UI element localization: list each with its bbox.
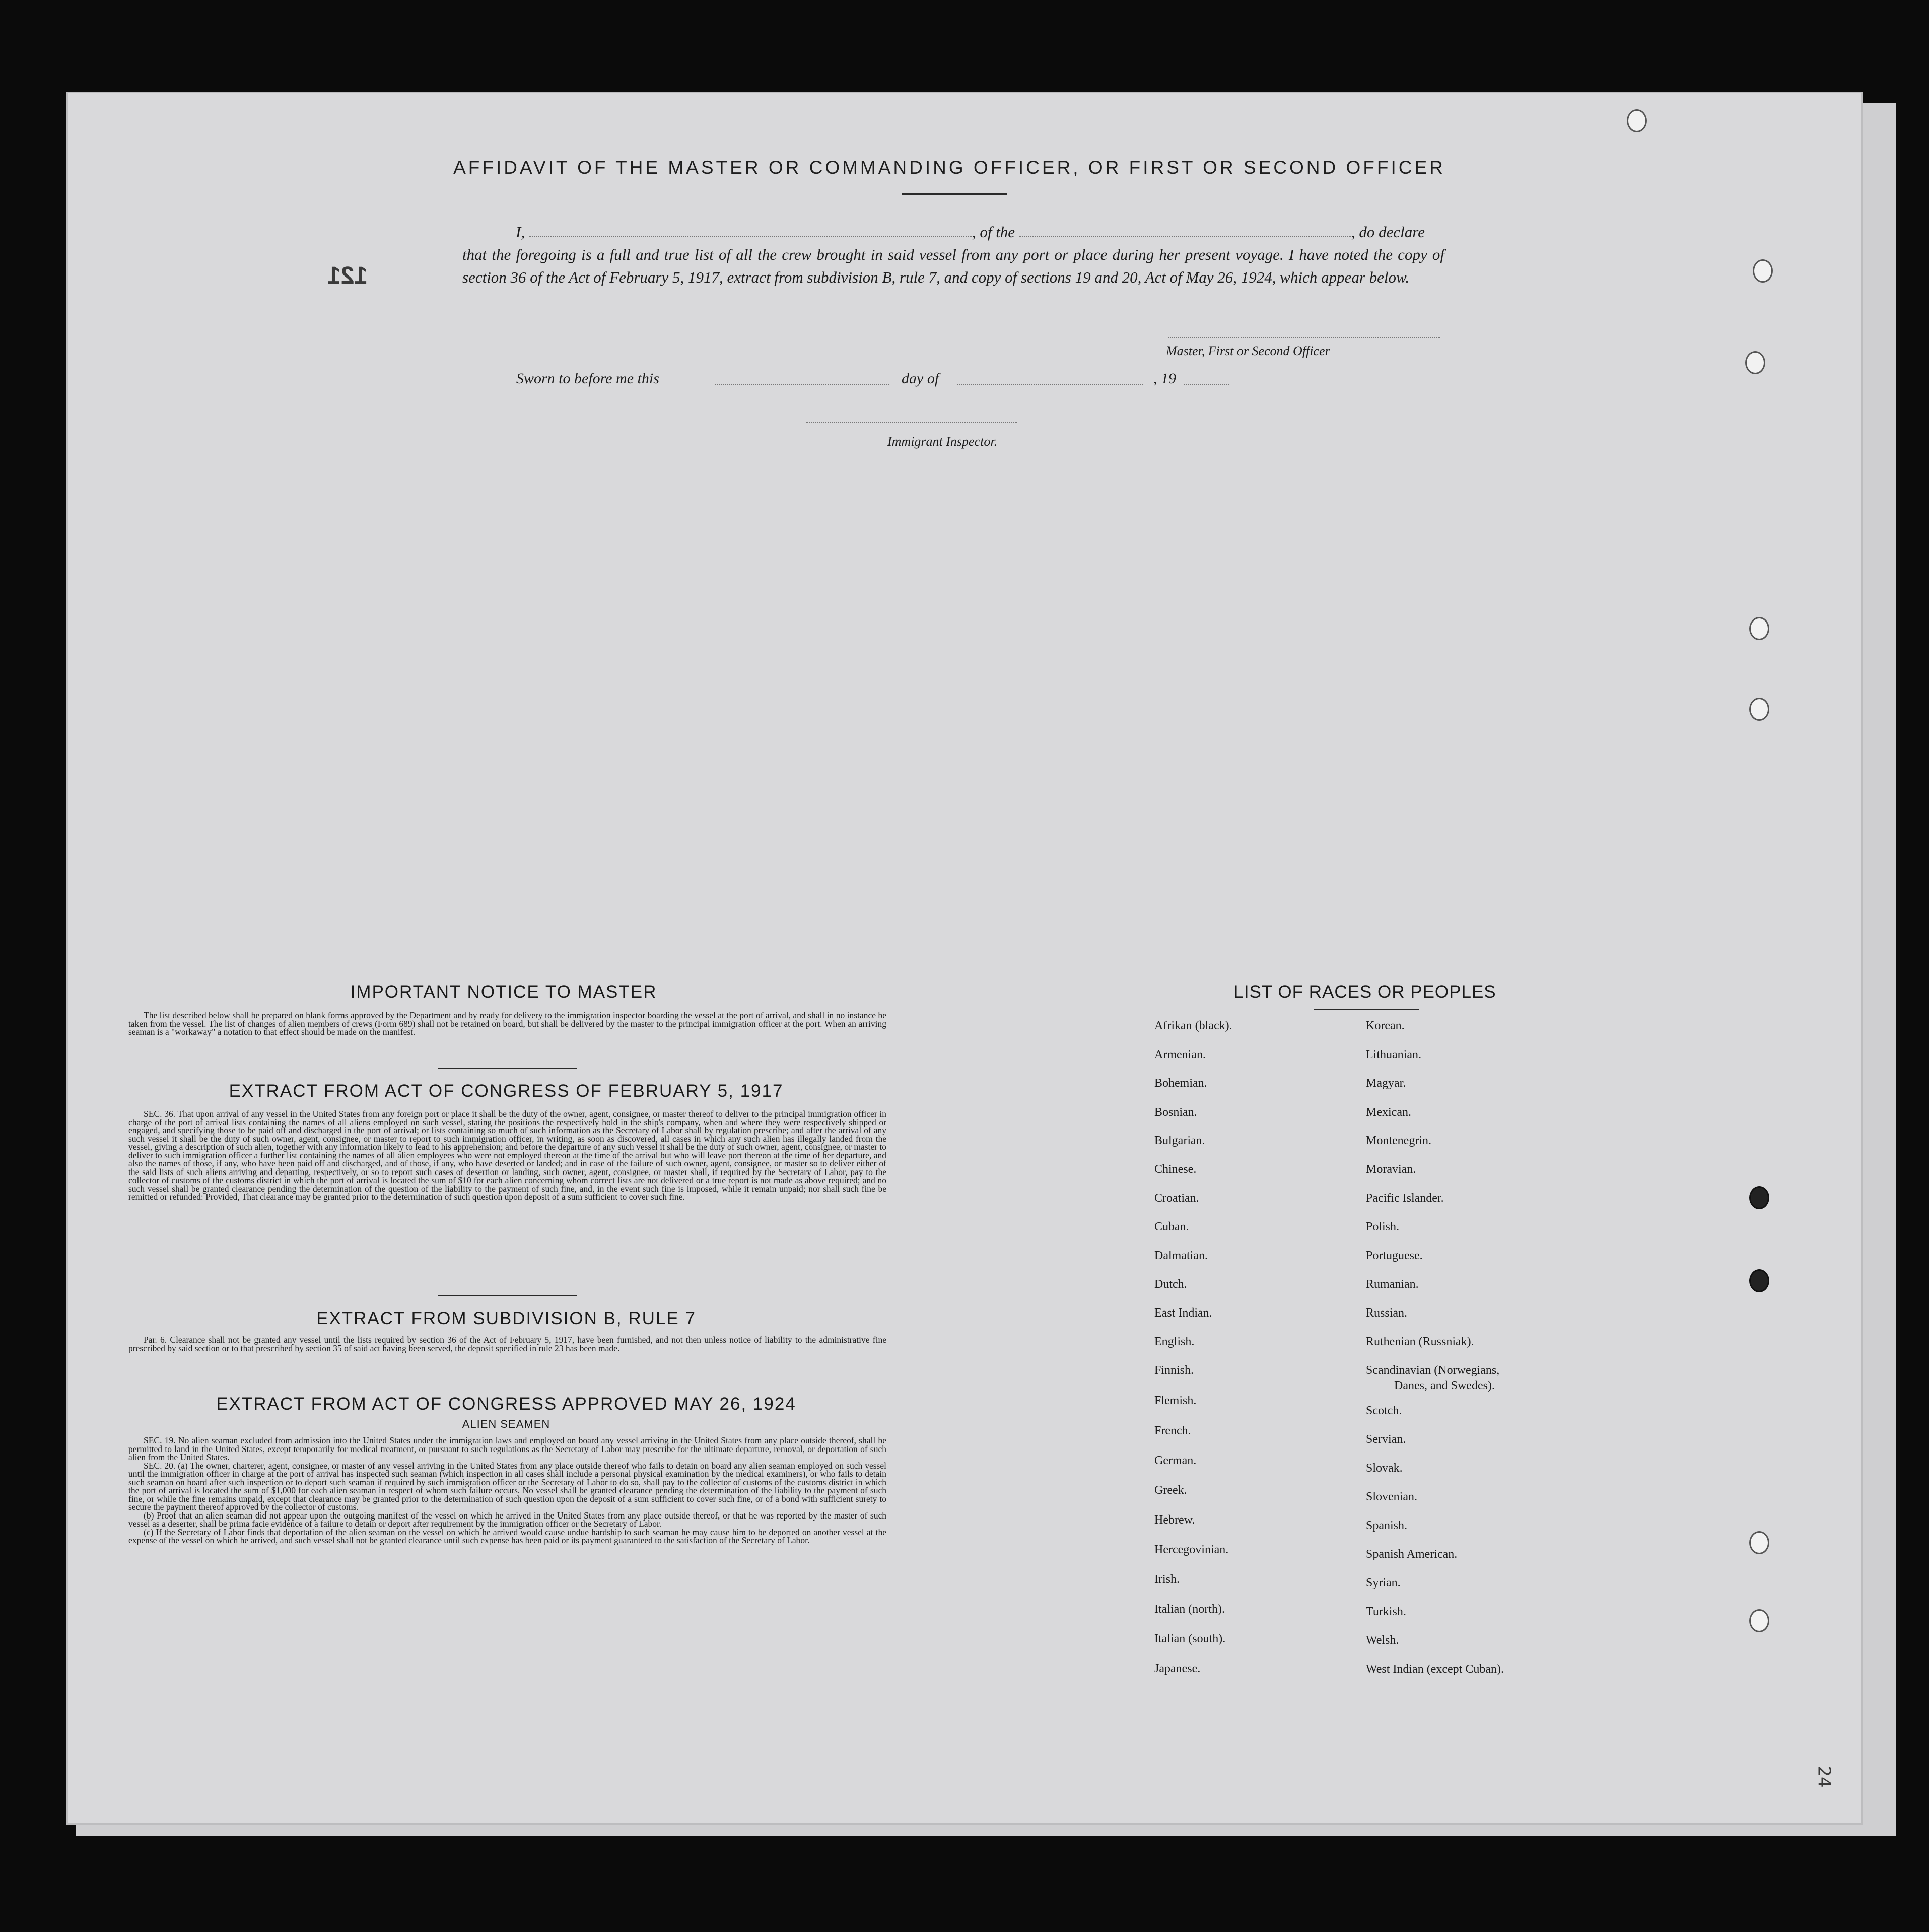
race-item: Afrikan (black). [1154,1019,1232,1032]
declaration-text: that the foregoing is a full and true list of all the crew brought in said vessel from any port or place during her present voyage. I have noted the copy of section 36 of the Act of February 5, 1917, extract from subdivision B, rule 7, and copy of sections 19 and 20, Act of May 26, 1924, which appear below. [462,246,1444,286]
sworn-day-blank[interactable] [715,384,889,385]
day-of-label: day of [902,370,939,387]
hole-punch [1749,617,1769,640]
sworn-year-blank[interactable] [1184,384,1229,385]
extract-rule7-title: EXTRACT FROM SUBDIVISION B, RULE 7 [316,1308,696,1328]
race-item: Irish. [1154,1573,1180,1586]
race-item: Italian (north). [1154,1603,1225,1616]
affidavit-title: AFFIDAVIT OF THE MASTER OR COMMANDING OFFICER, OR FIRST OR SECOND OFFICER [453,157,1445,178]
form-page [68,93,1861,1823]
race-item: West Indian (except Cuban). [1366,1663,1504,1676]
race-item: Scandinavian (Norwegians, [1366,1364,1500,1377]
race-item: Bohemian. [1154,1077,1207,1090]
extract-1917-title: EXTRACT FROM ACT OF CONGRESS OF FEBRUARY 5, 1917 [229,1081,784,1101]
hole-punch [1627,109,1647,132]
race-item: Italian (south). [1154,1632,1226,1645]
extract-1924-title: EXTRACT FROM ACT OF CONGRESS APPROVED MAY 26, 1924 [216,1394,796,1414]
race-item: Lithuanian. [1366,1048,1421,1061]
race-item: Slovenian. [1366,1490,1417,1503]
race-item: Welsh. [1366,1634,1399,1647]
extract-rule7-text: Par. 6. Clearance shall not be granted any vessel until the lists required by section 36 of the Act of February 5, 1917, have been furnished, and not then unless notice of liability to the administrative fine prescribed by said section or to that prescribed by section 35 of said act having been served, the deposit specified in rule 23 has been made. [128,1335,886,1353]
title-rule [902,193,1007,195]
race-item: Russian. [1366,1306,1408,1320]
race-item: East Indian. [1154,1306,1212,1320]
inspector-label: Immigrant Inspector. [887,434,998,449]
race-item: Spanish American. [1366,1548,1458,1561]
races-title: LIST OF RACES OR PEOPLES [1233,982,1496,1002]
vessel-blank[interactable] [1019,223,1351,237]
race-item: Moravian. [1366,1163,1416,1176]
hole-punch [1749,1269,1769,1292]
race-item: Finnish. [1154,1364,1194,1377]
race-item: Japanese. [1154,1662,1201,1675]
race-item: Mexican. [1366,1106,1411,1119]
hole-punch [1749,1186,1769,1209]
race-item: Hercegovinian. [1154,1543,1229,1556]
sec20c-text: (c) If the Secretary of Labor finds that deportation of the alien seaman on the vessel on which he arrived would cause undue hardship to such seaman he may cause him to be deported on another vessel at the expense of the vessel on which he arrived, and such vessel shall not be granted clearance until such expense has been paid or its payment guaranteed to the satisfaction of the Secretary of Labor. [128,1527,886,1545]
race-item: Armenian. [1154,1048,1206,1061]
affidavit-body [462,221,1444,289]
extract-1917-text: SEC. 36. That upon arrival of any vessel in the United States from any foreign port or place it shall be the duty of the owner, agent, consignee, or master thereof to deliver to the principal immigration officer in charge of the port of arrival lists containing the names of all aliens employed on such vessel, stating the positions the respectively hold in the ship's company, when and where they were respectively shipped or engaged, and specifying those to be paid off and discharged in the port of arrival; or lists containing so much of such information as the Secretary of Labor shall by regulation prescribe; and after the arrival of any such vessel it shall be the duty of such owner, agent, consignee, or master to report to such immigration officer, in writing, as soon as discovered, all cases in which any such alien has illegally landed from the vessel, giving a description of such alien, together with any information likely to lead to his apprehension; and before the departure of any such vessel it shall be the duty of such owner, agent, consignee, or master to deliver to such immigration officer a further list containing the names of all alien employees who were not employed thereon at the time of the arrival but who will leave port thereon at the time of her departure, and also the names of those, if any, who have been paid off and discharged, and of those, if any, who have deserted or landed; and in case of the failure of such owner, agent, consignee, or master so to deliver either of the said lists of such aliens arriving and departing, respectively, or so to report such cases of desertion or landing, such owner, agent, consignee, or master shall, if required by the Secretary of Labor, pay to the collector of customs of the customs district in which the port of arrival is located the sum of $10 for each alien concerning whom correct lists are not delivered or a true report is not made as above required; and no such vessel shall be granted clearance pending the determination of the question of the liability to the payment of such fine, and, in the event such fine is imposed, while it remain unpaid; nor shall such fine be remitted or refunded: Provided, That clearance may be granted prior to the determination of such question upon deposit of a sum sufficient to cover such fine. [128,1109,886,1202]
race-item: Syrian. [1366,1576,1401,1590]
race-item: Rumanian. [1366,1278,1419,1291]
race-item: Polish. [1366,1220,1400,1233]
hole-punch [1749,1609,1769,1632]
i-label: I, [516,223,525,241]
do-declare-label: , do declare [1351,223,1425,241]
hole-punch [1749,1531,1769,1554]
hole-punch [1749,698,1769,721]
stamp-number: 121 [327,262,368,289]
races-title-rule [1314,1009,1419,1010]
race-item: Greek. [1154,1484,1187,1497]
sec19-text: SEC. 19. No alien seaman excluded from admission into the United States under the immigration laws and employed on board any vessel arriving in the United States from any place outside thereof, shall be permitted to land in the United States, except temporarily for medical treatment, or pursuant to such regulations as the Secretary of Labor may prescribe for the ultimate departure, removal, or deportation of such alien from the United States. [128,1435,886,1462]
name-blank[interactable] [529,223,972,237]
race-item: Turkish. [1366,1605,1406,1618]
extract-1924-text [128,1436,886,1545]
race-item: Cuban. [1154,1220,1189,1233]
of-the-label: , of the [972,223,1015,241]
race-item: French. [1154,1424,1191,1437]
race-item: Servian. [1366,1433,1406,1446]
race-item: Chinese. [1154,1163,1197,1176]
race-item: German. [1154,1454,1197,1467]
race-item: Bosnian. [1154,1106,1197,1119]
alien-seamen-subtitle: ALIEN SEAMEN [462,1418,550,1430]
race-item: Ruthenian (Russniak). [1366,1335,1474,1348]
race-item: Danes, and Swedes). [1394,1379,1495,1392]
race-item: Pacific Islander. [1366,1192,1444,1205]
race-item: Scotch. [1366,1404,1402,1417]
race-item: Flemish. [1154,1394,1197,1407]
hole-punch [1753,259,1773,283]
race-item: Bulgarian. [1154,1134,1205,1147]
race-item: Magyar. [1366,1077,1406,1090]
race-item: Hebrew. [1154,1513,1195,1527]
divider-rule [438,1068,577,1069]
races-column-1 [1154,1018,1232,1690]
sworn-label: Sworn to before me this [516,370,659,387]
race-item: Dutch. [1154,1278,1187,1291]
divider-rule [438,1295,577,1296]
page-corner-number: 24 [1814,1766,1834,1788]
race-item: Korean. [1366,1019,1405,1032]
races-column-2 [1366,1018,1504,1690]
master-label: Master, First or Second Officer [1166,343,1330,358]
race-item: Portuguese. [1366,1249,1423,1262]
sec20b-text: (b) Proof that an alien seaman did not appear upon the outgoing manifest of the vessel on which he arrived in the United States from any place outside thereof, or that he was reported by the master of such vessel as a deserter, shall be prima facie evidence of a failure to detain or deport after requirement by the immigration officer or the Secretary of Labor. [128,1510,886,1529]
race-item: Dalmatian. [1154,1249,1208,1262]
master-signature-line[interactable] [1168,337,1440,338]
notice-text: The list described below shall be prepared on blank forms approved by the Department and by ready for delivery to the immigration inspector boarding the vessel at the port of arrival, and shall in no instance be taken from the vessel. The list of changes of alien members of crews (Form 689) shall not be retained on board, but shall be delivered by the master to the principal immigration officer at the port. When an arriving seaman is a "workaway" a notation to that effect should be made on the manifest. [128,1010,886,1037]
race-item: Slovak. [1366,1462,1403,1475]
sec20a-text: SEC. 20. (a) The owner, charterer, agent, consignee, or master of any vessel arriving in the United States from any place outside thereof who fails to detain on board any alien seaman employed on such vessel until the immigration officer in charge at the port of arrival has inspected such seaman (which inspection in all cases shall include a personal physical examination by the medical examiners), or who fails to detain such seaman on board after such inspection or to deport such seaman if required by such immigration officer or the Secretary of Labor to do so, shall pay to the collector of customs of the customs district in which the port of arrival is located the sum of $1,000 for each alien seaman in respect of whom such failure occurs. No vessel shall be granted clearance pending the determination of the liability to the payment of such fine, or while the fine remains unpaid, except that clearance may be granted prior to the determination of such question upon the deposit of a sum sufficient to cover such fine, or of a bond with sufficient surety to secure the payment thereof approved by the collector of customs. [128,1460,886,1512]
hole-punch [1745,351,1765,374]
race-item: English. [1154,1335,1195,1348]
inspector-signature-line[interactable] [806,422,1017,423]
race-item: Montenegrin. [1366,1134,1431,1147]
sworn-month-blank[interactable] [957,384,1143,385]
race-item: Spanish. [1366,1519,1408,1532]
year-label: , 19 [1153,370,1176,387]
notice-title: IMPORTANT NOTICE TO MASTER [350,982,657,1002]
race-item: Croatian. [1154,1192,1199,1205]
